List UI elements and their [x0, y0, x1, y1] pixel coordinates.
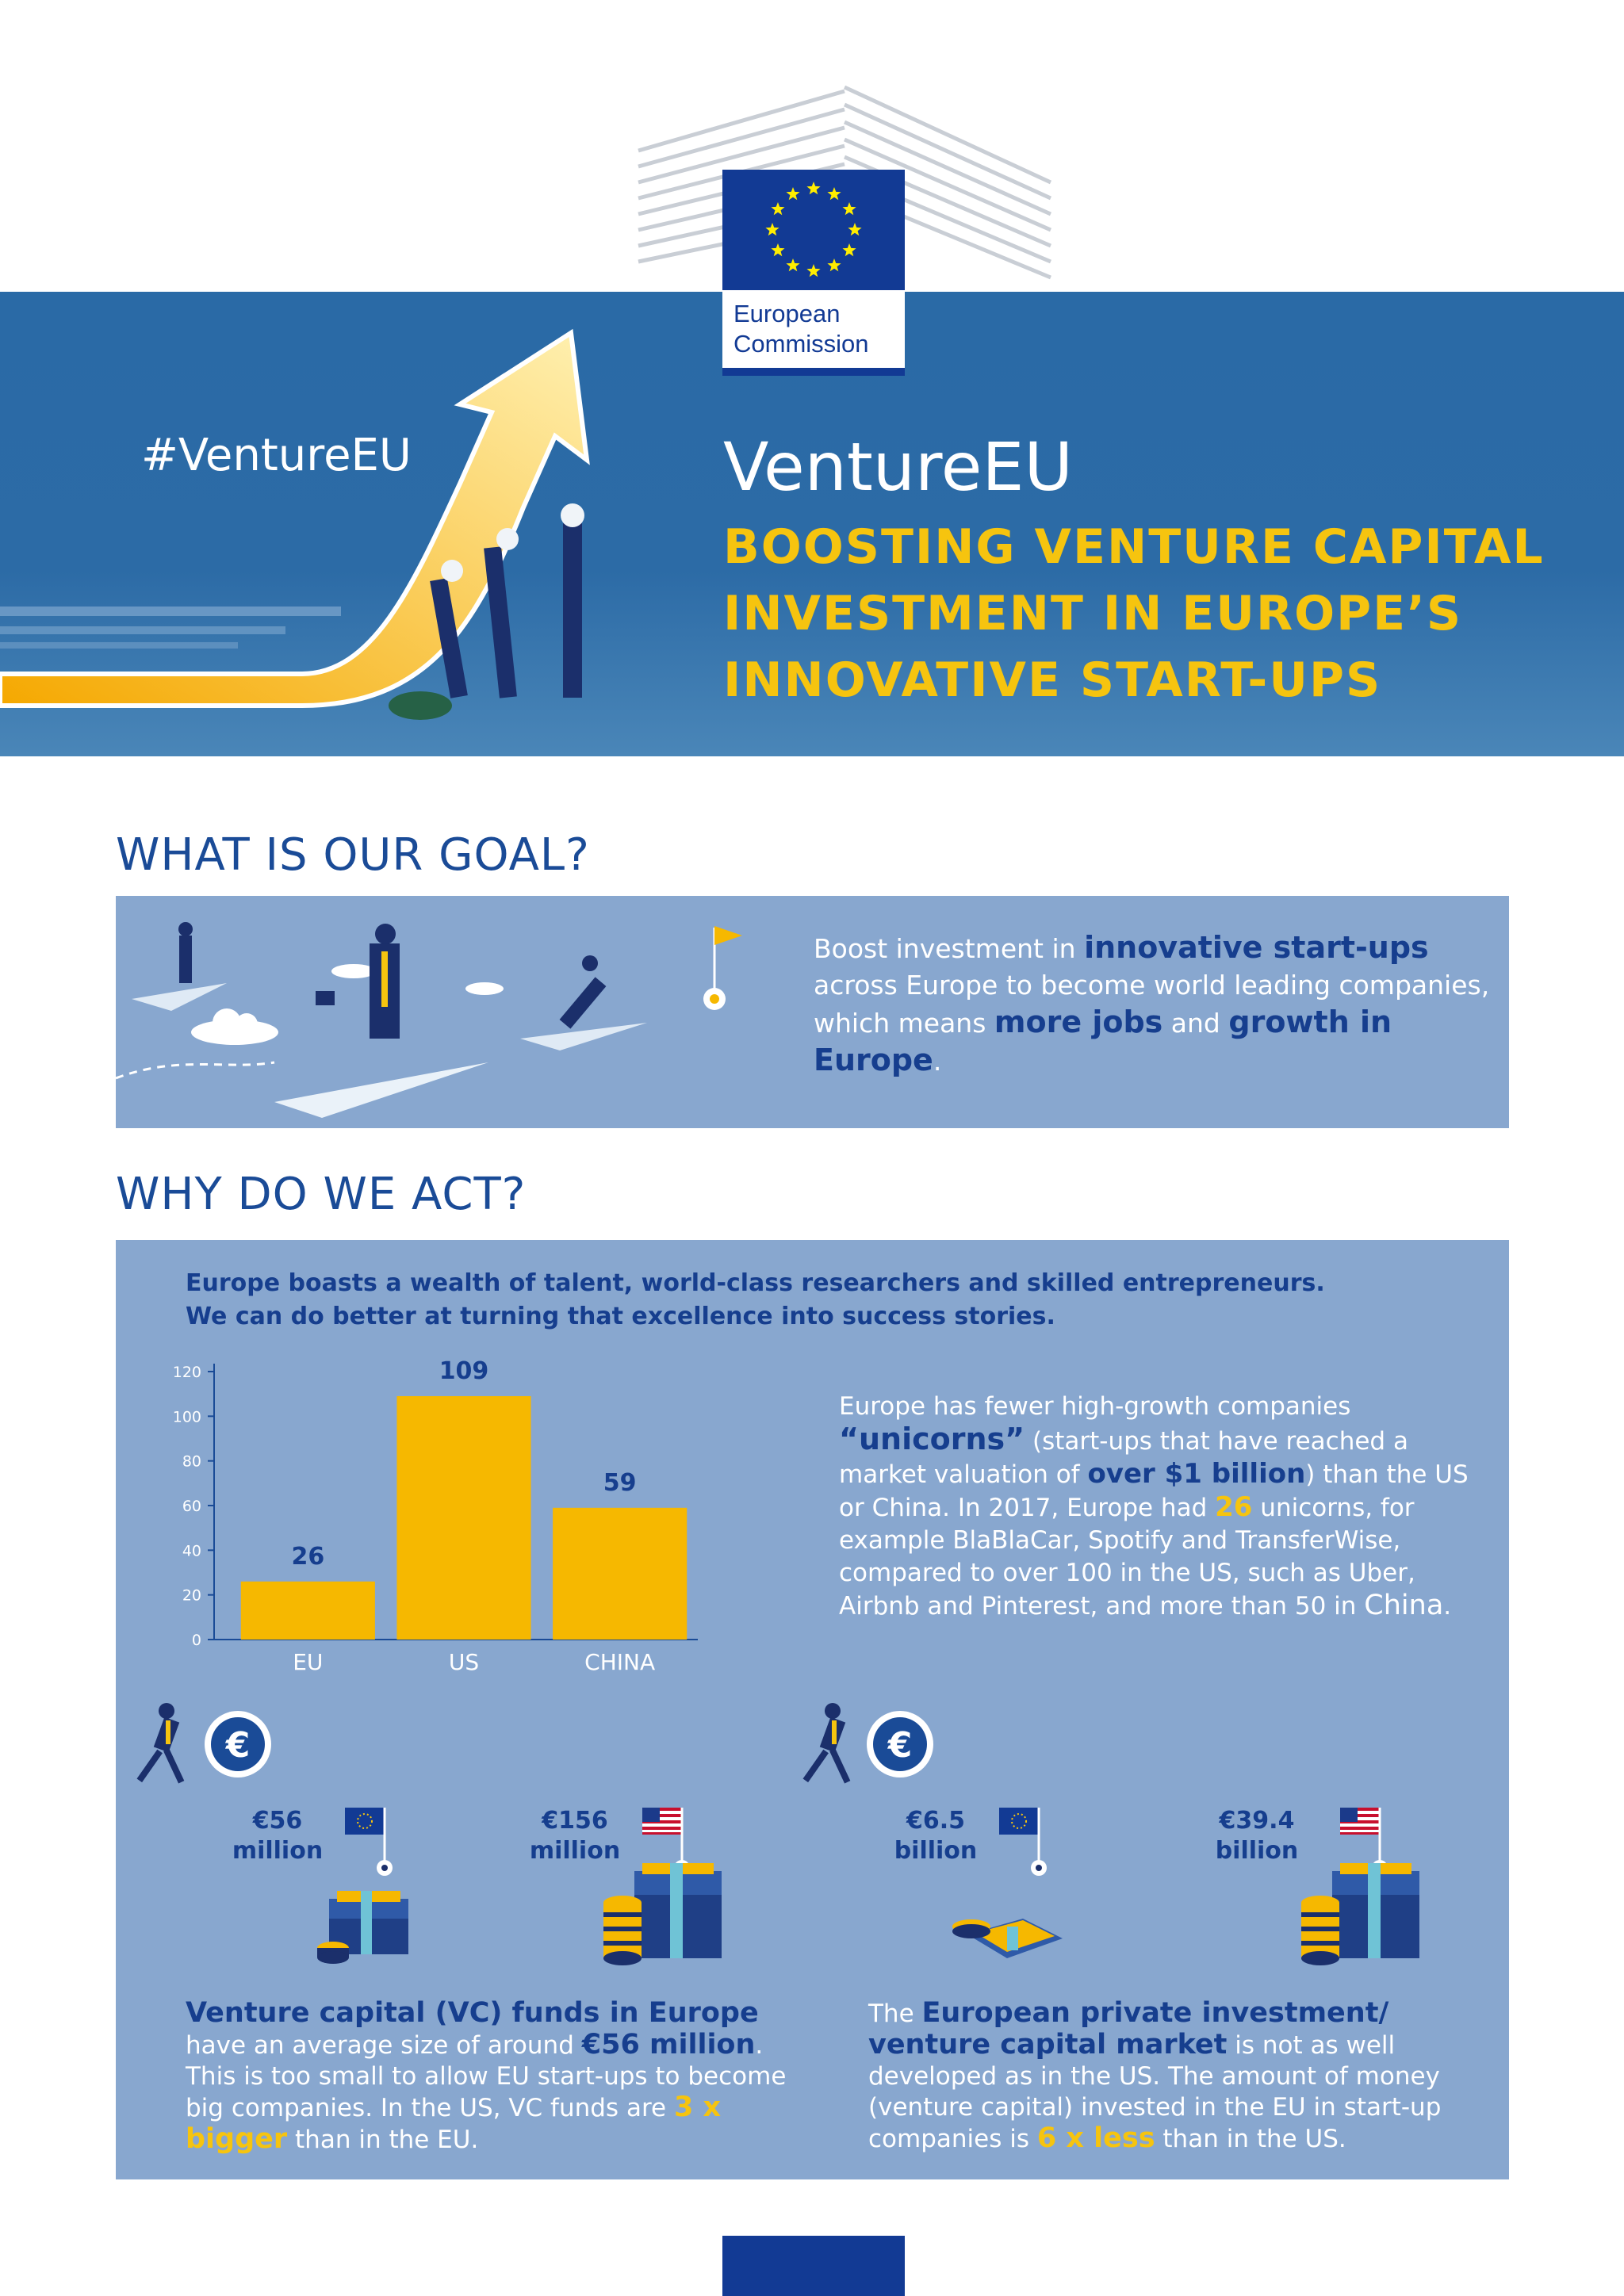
goal-text-1: Boost investment in: [814, 933, 1085, 964]
goal-emphasis-3: growth in Europe: [814, 1004, 1392, 1077]
market-text-0: The: [868, 1999, 922, 2028]
y-tick-label: 120: [172, 1364, 201, 1381]
hashtag: #VentureEU: [141, 430, 412, 481]
us-market-value: €39.4: [1219, 1807, 1295, 1835]
money-stack-icon: [1293, 1855, 1435, 1974]
subtitle-line-2: INVESTMENT IN EUROPE’S: [723, 586, 1463, 641]
unicorn-emphasis-2: over $1 billion: [1087, 1458, 1306, 1490]
goal-heading: WHAT IS OUR GOAL?: [116, 829, 590, 881]
y-tick-label: 100: [172, 1408, 201, 1426]
unicorn-emphasis-4: China: [1364, 1590, 1444, 1621]
unicorn-bar-chart: [159, 1348, 714, 1681]
eu-fund-value: €56: [252, 1807, 303, 1835]
eu-star-icon: [848, 223, 861, 235]
footer-tab: [722, 2236, 905, 2296]
eu-market-amount: [880, 1806, 991, 1866]
eu-fund-amount: [222, 1806, 333, 1866]
eu-flag-icon: [722, 170, 905, 290]
logo-bar: [722, 368, 905, 376]
market-emphasis-2: 6 x less: [1036, 2122, 1155, 2154]
eu-star-icon: [806, 182, 820, 194]
goal-text-4: .: [933, 1046, 942, 1077]
goal-text-3: and: [1162, 1008, 1229, 1039]
logo-text: [733, 299, 869, 359]
us-fund-value: €156: [542, 1807, 608, 1835]
unicorn-emphasis-1: “unicorns”: [839, 1422, 1025, 1456]
eu-star-icon: [806, 264, 820, 277]
vc-funds-description: [186, 1998, 788, 2156]
eu-star-icon: [771, 243, 784, 256]
page-subtitle: [723, 514, 1580, 714]
eu-market-unit: billion: [894, 1837, 978, 1865]
intro-line-2: We can do better at turning that excellence into success stories.: [186, 1303, 1055, 1330]
vc-text-2: . This is too small to allow EU start-ups to become big companies. In the US, VC funds are: [186, 2031, 787, 2122]
bar-us: [396, 1396, 530, 1640]
european-commission-logo: [722, 170, 905, 376]
why-intro: [186, 1267, 1454, 1334]
vc-text-1: have an average size of around: [186, 2031, 582, 2060]
market-text-2: than in the US.: [1155, 2125, 1346, 2153]
vc-emphasis-2: €56 million: [581, 2029, 756, 2061]
y-tick-label: 40: [182, 1542, 201, 1560]
vc-text-3: than in the EU.: [287, 2126, 479, 2154]
unicorn-text-4: unicorns, for example BlaBlaCar, Spotify and TransferWise, compared to over 100 in the US, such as Uber, Airbnb and Pinterest, and more than 50 in: [839, 1494, 1415, 1621]
svg-text:€: €: [887, 1725, 913, 1766]
why-heading: WHY DO WE ACT?: [116, 1169, 527, 1220]
subtitle-line-1: BOOSTING VENTURE CAPITAL: [723, 519, 1545, 575]
y-tick-label: 60: [182, 1498, 201, 1515]
unicorn-text-2: (start-ups that have reached a market valuation of: [839, 1427, 1408, 1489]
y-tick-label: 0: [191, 1632, 201, 1649]
eu-star-icon: [827, 258, 841, 271]
eu-star-icon: [786, 258, 799, 271]
vc-emphasis-1: Venture capital (VC) funds in Europe: [186, 1997, 759, 2029]
money-stack-icon: [944, 1895, 1078, 1974]
x-tick-label: US: [448, 1649, 480, 1675]
bar-value-label: 109: [439, 1357, 489, 1385]
market-emphasis-1: European private investment/ venture capital market: [868, 1997, 1389, 2061]
unicorn-emphasis-3: 26: [1215, 1491, 1253, 1523]
eu-star-icon: [771, 202, 784, 215]
growth-arrow-illustration: [0, 325, 650, 753]
us-fund-unit: million: [529, 1837, 621, 1865]
market-text-1: is not as well developed as in the US. The amount of money (venture capital) invested in the EU in start-up companies is: [868, 2031, 1442, 2153]
page-title: VentureEU: [723, 428, 1073, 506]
x-tick-label: CHINA: [584, 1649, 656, 1675]
unicorn-text-1: Europe has fewer high-growth companies: [839, 1392, 1351, 1421]
unicorn-text-3: ) than the US or China. In 2017, Europe had: [839, 1460, 1469, 1522]
money-stack-icon: [305, 1875, 432, 1970]
money-stack-icon: [595, 1855, 737, 1974]
runner-euro-icon: [797, 1697, 948, 1792]
svg-text:€: €: [225, 1725, 251, 1766]
bar-value-label: 59: [603, 1468, 637, 1497]
bar-eu: [241, 1582, 375, 1640]
eu-flag-icon: [345, 1808, 400, 1879]
goal-emphasis-2: more jobs: [994, 1004, 1163, 1039]
eu-fund-unit: million: [232, 1837, 324, 1865]
eu-star-icon: [843, 202, 856, 215]
eu-star-icon: [827, 187, 841, 200]
unicorn-description: [839, 1391, 1473, 1623]
y-tick-label: 20: [182, 1586, 201, 1605]
eu-star-icon: [786, 187, 799, 200]
bar-china: [553, 1508, 687, 1640]
eu-flag-icon: [999, 1808, 1055, 1879]
subtitle-line-3: INNOVATIVE START-UPS: [723, 652, 1382, 708]
eu-star-icon: [765, 223, 779, 235]
runner-euro-icon: [131, 1697, 282, 1792]
vc-emphasis-3: 3 x bigger: [186, 2091, 722, 2155]
y-tick-label: 80: [182, 1452, 201, 1471]
logo-line-2: Commission: [733, 330, 869, 358]
x-tick-label: EU: [293, 1649, 324, 1675]
unicorn-text-5: .: [1443, 1592, 1452, 1621]
logo-line-1: European: [733, 300, 841, 327]
bar-value-label: 26: [291, 1542, 325, 1571]
us-market-unit: billion: [1215, 1837, 1299, 1865]
intro-line-1: Europe boasts a wealth of talent, world-class researchers and skilled entrepreneurs.: [186, 1269, 1325, 1297]
goal-emphasis-1: innovative start-ups: [1084, 930, 1429, 965]
eu-market-value: €6.5: [906, 1807, 966, 1835]
vc-market-description: [868, 1998, 1487, 2155]
paper-planes-illustration: [116, 904, 766, 1126]
eu-star-icon: [843, 243, 856, 256]
goal-description: [814, 929, 1503, 1080]
goal-text-2: across Europe to become world leading companies, which means: [814, 970, 1490, 1039]
